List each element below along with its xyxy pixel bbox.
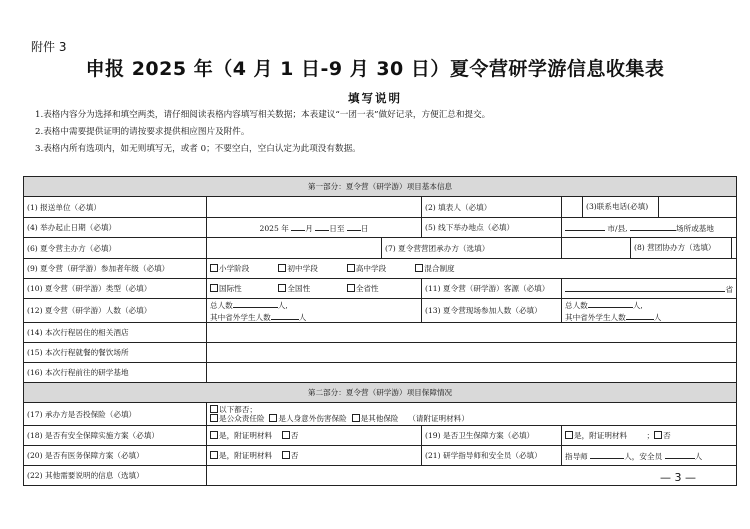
province-text: 省 [725,284,734,294]
filler-phone-cell [562,197,737,218]
instruction-note: 2.表格中需要提供证明的请按要求提供相应图片及附件。 [35,127,250,137]
instruction-note: 1.表格内容分为选择和填空两类，请仔细阅读表格内容填写相关数据；本表建议“一团一表”做好记录，方便汇总和提交。 [35,110,491,120]
section-header-row [24,177,737,197]
form-row [24,279,737,299]
city-text: 市/县, [607,223,628,233]
hygiene-plan-options: 是，附证明材料 ； 否 [562,426,737,446]
dining-label: (15) 本次行程就餐的餐饮场所 [24,343,207,363]
end-day-blank[interactable] [347,222,361,231]
phone-field[interactable] [659,197,736,217]
hygiene-plan-label: (19) 是否卫生保障方案（必填） [422,426,562,446]
onsite-field[interactable]: 总人数 人, 其中省外学生人数 人 [562,299,737,323]
month-blank[interactable] [291,222,305,231]
instructions-heading: 填写说明 [348,91,402,105]
reporting-unit-label: (1) 报送单位（必填） [24,197,207,218]
checkbox[interactable] [282,431,290,439]
source-label: (11) 夏令营（研学游）客源（必填） [422,279,562,299]
safety-plan-options: 是，附证明材料 否 [207,426,422,446]
type-option[interactable]: 全省性 [347,283,379,294]
undertaker-field[interactable] [562,238,631,258]
guide-count-blank[interactable] [590,450,624,459]
insurance-label: (17) 承办方是否投保险（必填） [24,403,207,426]
checkbox[interactable] [210,431,218,439]
undertaker-coorganizer-cell [562,238,737,259]
coorganizer-field[interactable] [732,238,736,258]
insurance-options: 以下都否； 是公众责任险 是人身意外伤害保险 是其他保险 （请附证明材料） [207,403,737,426]
total-blank[interactable] [233,299,278,308]
participants-field[interactable]: 总人数 人, 其中省外学生人数 人 [207,299,422,323]
medical-plan-options: 是，附证明材料 否 [207,446,422,466]
grade-options [207,259,737,279]
dining-field[interactable] [207,343,737,363]
day-blank[interactable] [315,222,329,231]
form-row [24,466,737,486]
checkbox[interactable] [352,414,360,422]
form-row [24,403,737,426]
filler-field[interactable] [562,197,583,217]
form-row [24,299,737,323]
month-text: 月 [305,223,313,233]
phone-label: (3)联系电话(必填) [583,197,659,217]
checkbox[interactable] [654,431,662,439]
source-field[interactable] [562,279,737,299]
base-label: (16) 本次行程前往的研学基地 [24,363,207,383]
total-blank[interactable] [588,299,633,308]
dates-field[interactable] [207,218,422,238]
grade-option[interactable]: 混合制度 [415,263,481,274]
filler-label: (2) 填表人（必填） [422,197,562,218]
form-row [24,426,737,446]
form-row [24,197,737,218]
type-label: (10) 夏令营（研学游）类型（必填） [24,279,207,299]
section-1-title: 第一部分：夏令营（研学游）项目基本信息 [24,177,737,197]
coorganizer-label: (8) 营团协办方（选填） [631,238,732,258]
checkbox[interactable] [210,451,218,459]
form-row [24,238,737,259]
page-number: — 3 — [660,471,696,484]
grade-option[interactable]: 高中学段 [347,263,413,274]
section-header-row [24,383,737,403]
hotel-label: (14) 本次行程居住的相关酒店 [24,323,207,343]
city-blank[interactable] [565,222,605,231]
checkbox[interactable] [210,284,218,292]
grade-option[interactable]: 小学阶段 [210,263,276,274]
checkbox[interactable] [347,284,355,292]
checkbox[interactable] [210,405,218,413]
form-row [24,343,737,363]
other-info-label: (22) 其他需要说明的信息（选填） [24,466,207,486]
checkbox[interactable] [282,451,290,459]
form-row [24,259,737,279]
source-blank[interactable] [565,283,725,292]
base-field[interactable] [207,363,737,383]
checkbox[interactable] [347,264,355,272]
day-to-text: 日至 [329,223,345,233]
checkbox[interactable] [210,264,218,272]
location-label: (5) 线下举办地点（必填） [422,218,562,238]
form-row [24,323,737,343]
form-row [24,363,737,383]
staff-label: (21) 研学指导师和安全员（必填） [422,446,562,466]
info-form-table [23,176,737,486]
outside-blank[interactable] [626,311,654,320]
organizer-label: (6) 夏令营主办方（必填） [24,238,207,259]
grade-option[interactable]: 初中学段 [278,263,344,274]
page-title: 申报 2025 年（4 月 1 日-9 月 30 日）夏令营研学游信息收集表 [85,58,665,80]
checkbox[interactable] [210,414,218,422]
checkbox[interactable] [565,431,573,439]
instruction-note: 3.表格内所有选项内，如无则填写无，或者 0；不要空白，空白认定为此项没有数据。 [35,144,361,154]
dates-label: (4) 举办起止日期（必填） [24,218,207,238]
location-field[interactable] [562,218,737,238]
attachment-label: 附件 3 [31,40,67,54]
medical-plan-label: (20) 是否有医务保障方案（必填） [24,446,207,466]
outside-blank[interactable] [271,311,299,320]
site-text: 场所或基地 [676,223,714,233]
checkbox[interactable] [415,264,423,272]
checkbox[interactable] [269,414,277,422]
site-blank[interactable] [630,222,676,231]
participants-label: (12) 夏令营（研学游）人数（必填） [24,299,207,323]
organizer-field[interactable] [207,238,382,259]
grade-label: (9) 夏令营（研学游）参加者年级（必填） [24,259,207,279]
hotel-field[interactable] [207,323,737,343]
form-row [24,446,737,466]
staff-field[interactable]: 指导师 人，安全员 人 [562,446,737,466]
day-text: 日 [360,223,369,233]
onsite-label: (13) 夏令营现场参加人数（必填） [422,299,562,323]
other-info-field[interactable] [207,466,737,486]
reporting-unit-field[interactable] [207,197,422,218]
type-option[interactable]: 国际性 [210,283,276,294]
safety-count-blank[interactable] [665,450,695,459]
safety-plan-label: (18) 是否有安全保障实施方案（必填） [24,426,207,446]
checkbox[interactable] [278,264,286,272]
form-row [24,218,737,238]
type-option[interactable]: 全国性 [278,283,344,294]
undertaker-label: (7) 夏令营营团承办方（选填） [382,238,562,259]
type-options [207,279,422,299]
checkbox[interactable] [278,284,286,292]
section-2-title: 第二部分：夏令营（研学游）项目保障情况 [24,383,737,403]
year-text: 2025 年 [259,223,289,233]
